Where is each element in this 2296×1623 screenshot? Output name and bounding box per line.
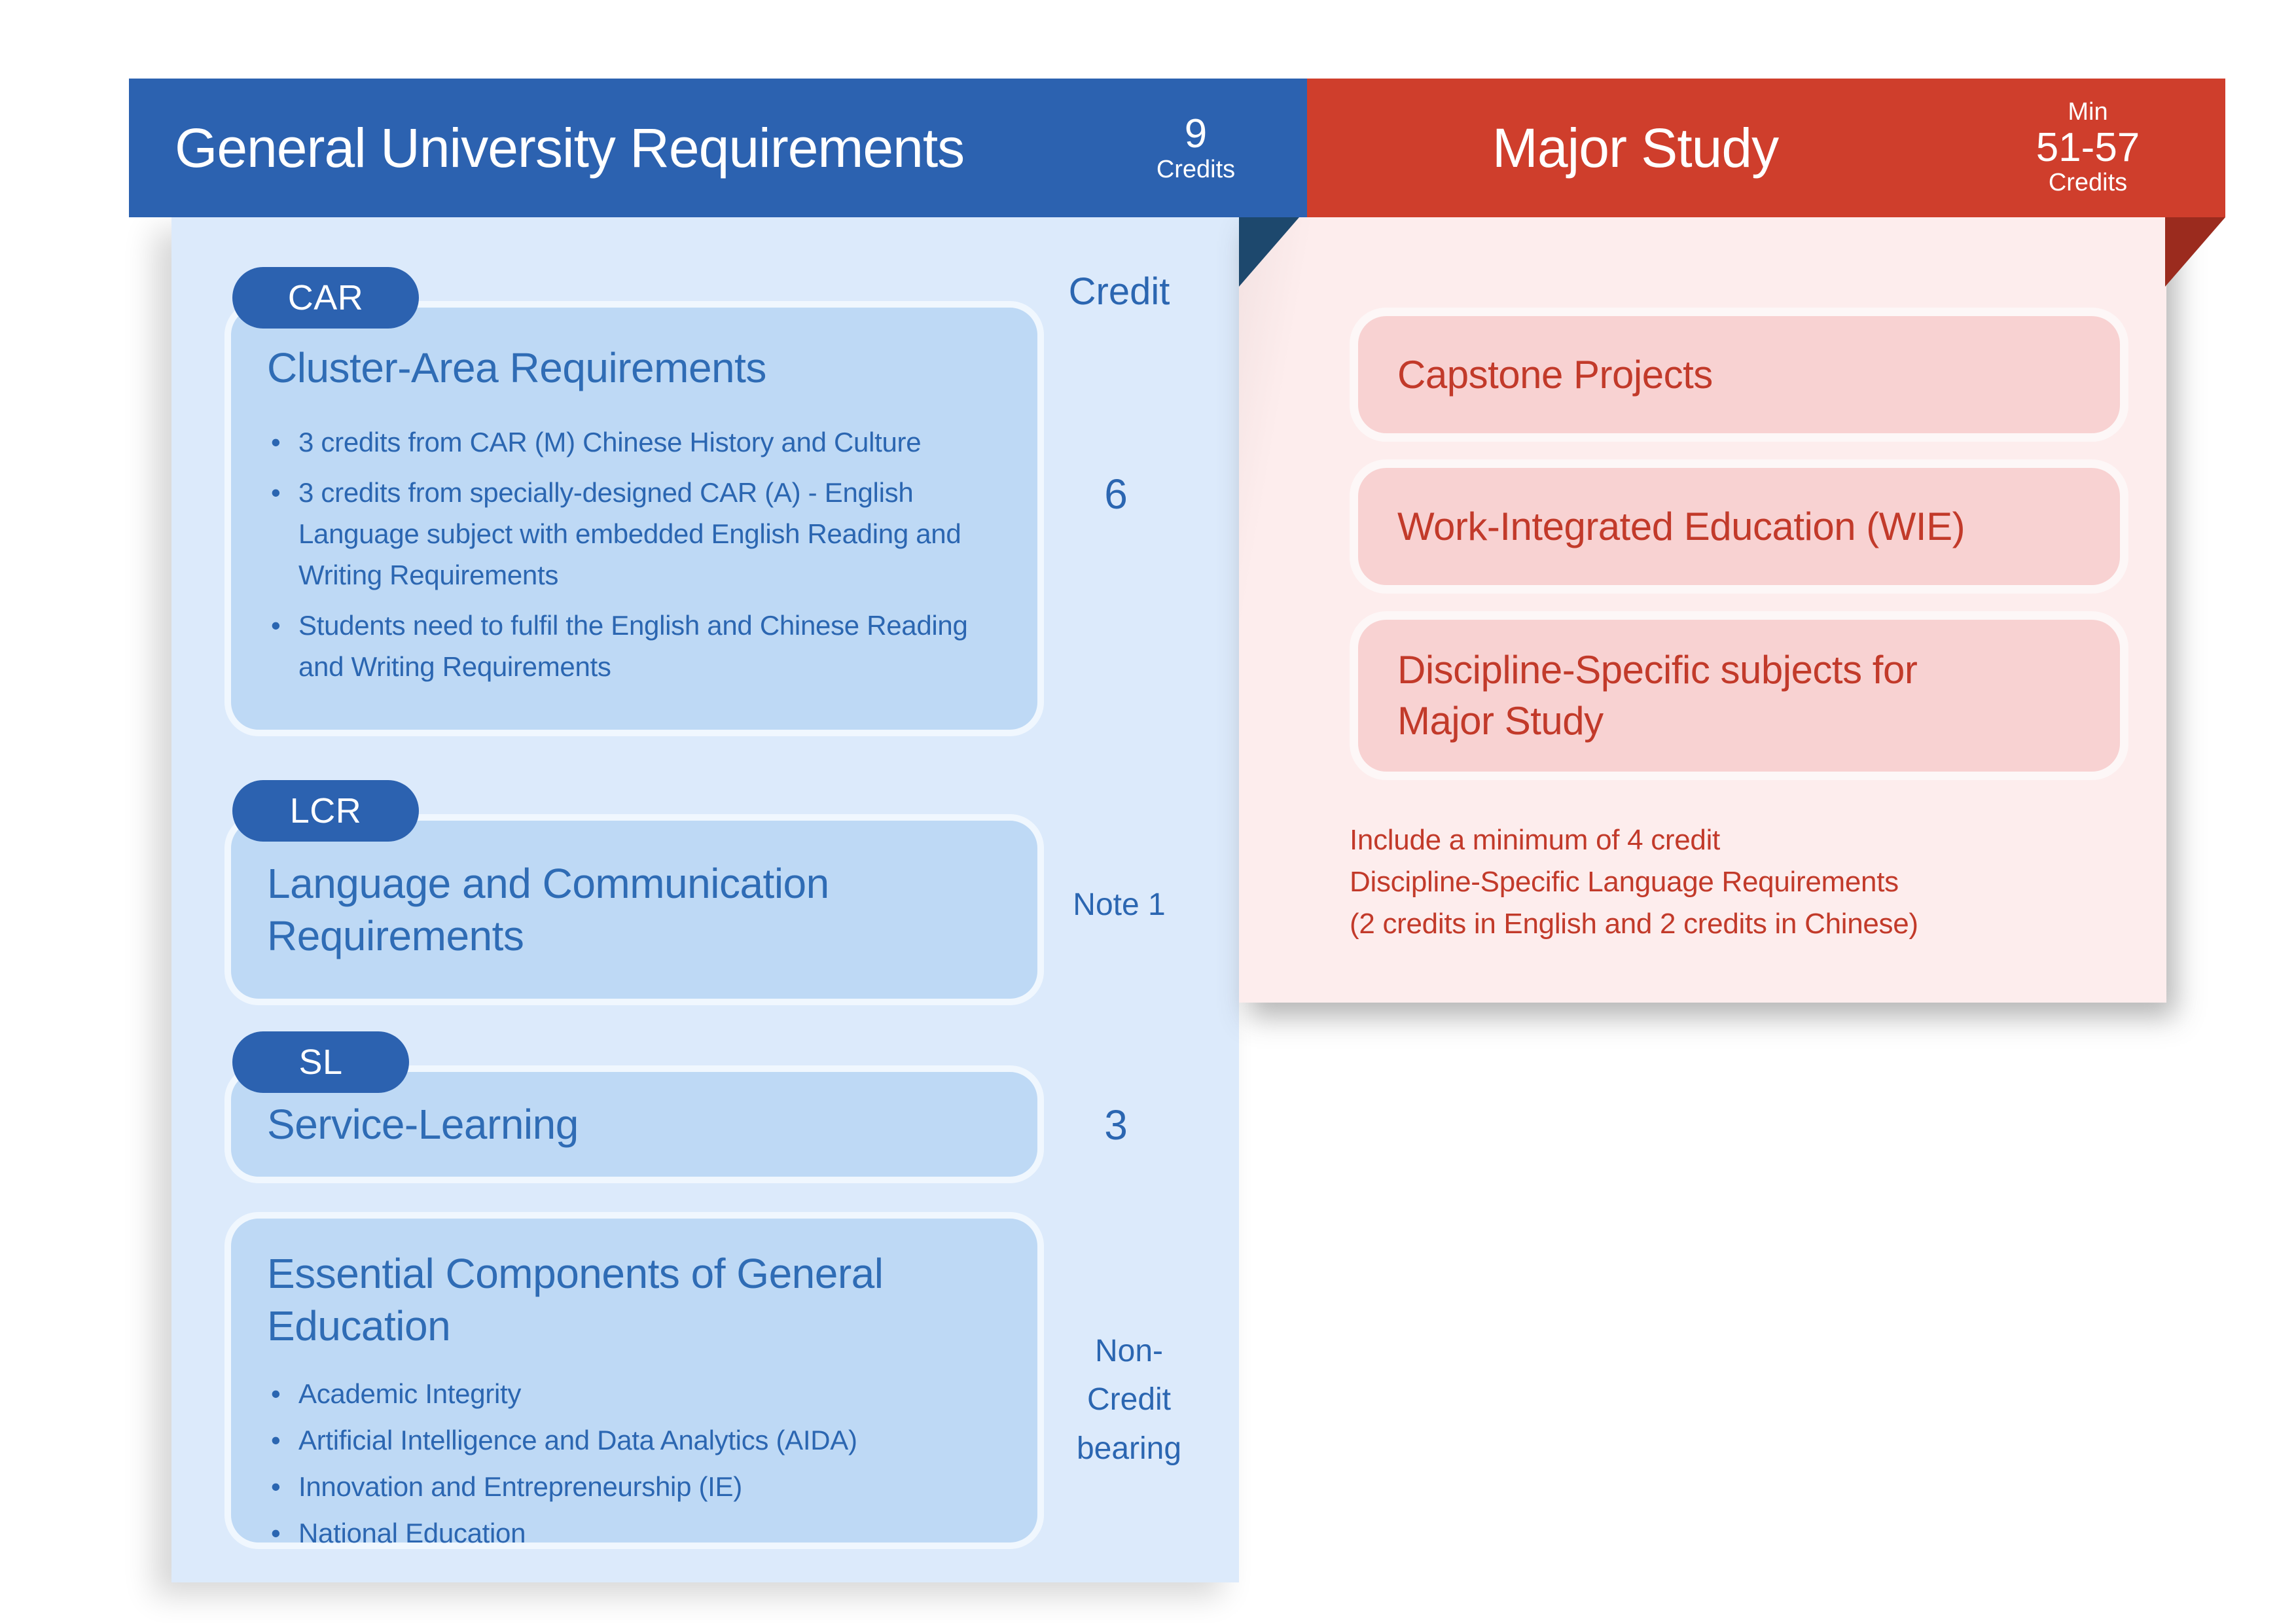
credit-value-lcr: Note 1 — [1073, 887, 1166, 922]
lcr-badge: LCR — [232, 780, 419, 842]
card-cluster-area-requirements — [224, 301, 1044, 736]
gur-banner — [129, 79, 1307, 217]
credit-value-essential: Non-Credit bearing — [1076, 1334, 1182, 1466]
credit-value-sl: 3 — [1104, 1101, 1128, 1149]
bullet-item: • Academic Integrity — [267, 1374, 987, 1414]
bullet-item: • Artificial Intelligence and Data Analytics (AIDA) — [267, 1421, 987, 1461]
bullet-item: • 3 credits from CAR (M) Chinese History and Culture — [267, 421, 987, 463]
card-title: Essential Components of General Education — [267, 1250, 884, 1349]
note-line: (2 credits in English and 2 credits in Chinese) — [1350, 907, 1918, 940]
credit-value-car: 6 — [1104, 471, 1128, 518]
banner-fold-right — [2165, 217, 2225, 287]
major-min-label: Min — [2068, 98, 2108, 126]
car-badge: CAR — [232, 267, 419, 329]
bullet-item: • National Education — [267, 1514, 987, 1554]
card-title: Service-Learning — [267, 1101, 579, 1148]
card-title: Language and Communication Requirements — [267, 860, 829, 959]
major-study-banner-title: Major Study — [1492, 116, 1779, 179]
essential-bullet-list — [267, 1374, 987, 1554]
major-study-banner — [1307, 79, 2225, 217]
sl-badge: SL — [232, 1031, 409, 1093]
major-credits-label: Credits — [2048, 169, 2128, 197]
note-line: Include a minimum of 4 credit — [1350, 824, 1720, 856]
card-discipline-specific-subjects — [1350, 611, 2128, 780]
card-language-communication-requirements — [224, 814, 1044, 1005]
gur-credits-label: Credits — [1156, 155, 1236, 183]
card-capstone-projects — [1350, 308, 2128, 442]
card-label: Work-Integrated Education (WIE) — [1397, 504, 1965, 548]
gur-credit-stack — [1124, 79, 1268, 217]
major-credit-stack — [2016, 79, 2160, 217]
major-study-note — [1350, 819, 2142, 944]
bullet-item: • Students need to fulfil the English and Chinese Reading and Writing Requirements — [267, 605, 987, 687]
card-label: Discipline-Specific subjects for Major Study — [1397, 648, 1918, 743]
card-essential-components — [224, 1212, 1044, 1549]
note-line: Discipline-Specific Language Requirements — [1350, 865, 1899, 898]
gur-credits-value: 9 — [1184, 111, 1208, 156]
gur-banner-title: General University Requirements — [175, 116, 965, 179]
major-credits-value: 51-57 — [2036, 124, 2140, 170]
card-label: Capstone Projects — [1397, 352, 1713, 397]
bullet-item: • 3 credits from specially-designed CAR (A) - English Language subject with embedded English Reading and Writing Requirements — [267, 472, 987, 596]
cluster-bullet-list — [267, 421, 987, 687]
credit-column-header: Credit — [1068, 270, 1170, 313]
card-title: Cluster-Area Requirements — [267, 344, 766, 391]
bullet-item: • Innovation and Entrepreneurship (IE) — [267, 1467, 987, 1507]
card-work-integrated-education — [1350, 459, 2128, 594]
